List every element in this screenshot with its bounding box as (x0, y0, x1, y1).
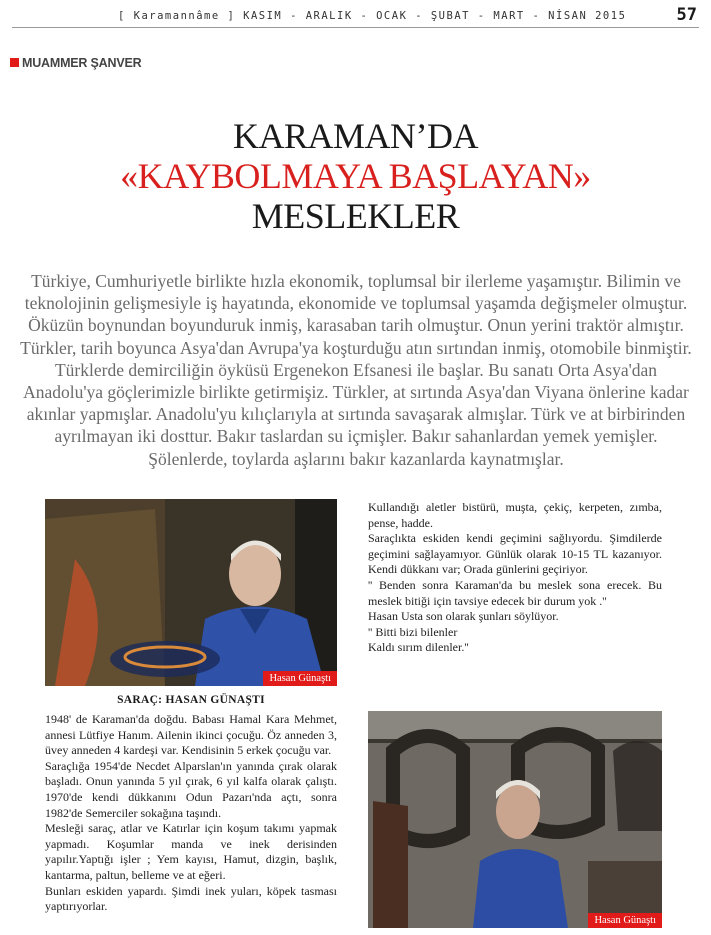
author-byline (10, 56, 141, 70)
title-line-3: MESLEKLER (251, 196, 460, 236)
photo-illustration-1 (45, 499, 337, 686)
left-paragraph-4: Bunları eskiden yapardı. Şimdi inek yuları, köpek tasması yaptırıyorlar. (45, 883, 337, 914)
header-divider (12, 27, 699, 28)
title-line-2: «KAYBOLMAYA BAŞLAYAN» (120, 156, 591, 196)
author-name: MUAMMER ŞANVER (22, 56, 142, 70)
right-paragraph-1: Kullandığı aletler bistürü, muşta, çekiç, kerpeten, zımba, pense, hadde. (368, 500, 662, 530)
photo-caption-2: Hasan Günaştı (588, 913, 662, 928)
left-paragraph-1: 1948' de Karaman'da doğdu. Babası Hamal Kara Mehmet, annesi Lütfiye Hanım. Ailenin ikinci çocuğu. Öz anneden 3, üvey anneden 4 kardeşi var. Kendisinin 5 erkek çocuğu var. (45, 712, 337, 758)
author-marker-square (10, 58, 19, 67)
left-paragraph-3: Mesleği saraç, atlar ve Katırlar için koşum takımı yapmak yapmadı. Koşumlar manda ve inek derisinden yapılır.Yaptığı işler ; Yem kayısı, Hamut, dizgin, başlık, kantarma, paltun, belleme ve at eğeri. (45, 821, 337, 882)
intro-paragraph: Türkiye, Cumhuriyetle birlikte hızla ekonomik, toplumsal bir ilerleme yaşamıştır. Bilimin ve teknolojinin gelişmesiyle iş hayatında, ekonomide ve toplumsal yaşamda değişmeler olmuştur. Öküzün boynundan boyunduruk inmiş, karasaban tarih olmuştur. Onun yerini traktör almıştır. Türkler, tarih boyunca Asya'dan Avrupa'ya koşturduğu atın sırtından inmiş, otomobile binmiştir. Türklerde demirciliğin öyküsü Ergenekon Efsanesi ile başlar. Bu sanatı Orta Asya'dan Anadolu'ya göçlerimizle birlikte getirmişiz. Türkler, at sırtında Asya'dan Viyana önlerine kadar akınlar yapmışlar. Anadolu'yu kılıçlarıyla at sırtında savaşarak almışlar. Türk ve at birbirinden ayrılmayan iki dosttur. Bakır taslardan su içmişler. Bakır sahanlardan yemek yemişler. Şölenlerde, toylarda aşlarını bakır kazanlarda kaynatmışlar. (20, 271, 692, 469)
left-text-column (45, 712, 337, 915)
right-paragraph-3: '' Benden sonra Karaman'da bu meslek sona erecek. Bu meslek bitiği için tavsiye edecek bir durum yok .'' (368, 577, 662, 608)
right-paragraph-2: Saraçlıkta eskiden kendi geçimini sağlıyordu. Şimdilerde geçimini sağlayamıyor. Günlük olarak 10-15 TL kazanıyor. Kendi dükkanı var; Orada günlerini geçiriyor. (368, 531, 662, 577)
right-paragraph-5: '' Bitti bizi bilenler (368, 624, 458, 639)
running-header: [ Karamannâme ] KASIM - ARALIK - OCAK - ŞUBAT - MART - NİSAN 2015 (118, 10, 627, 22)
section-title: SARAÇ: HASAN GÜNAŞTI (117, 694, 265, 706)
photo-hasan-gunasti-workshop (45, 499, 337, 686)
title-line-1: KARAMAN’DA (233, 116, 478, 156)
right-paragraph-6: Kaldı sırım dilenler.'' (368, 640, 469, 655)
page-number: 57 (676, 5, 697, 25)
article-title (0, 116, 711, 236)
photo-hasan-gunasti-portrait (368, 711, 662, 928)
photo-illustration-2 (368, 711, 662, 928)
right-text-column (368, 500, 662, 656)
right-paragraph-4: Hasan Usta son olarak şunları söylüyor. (368, 609, 559, 624)
photo-caption-1: Hasan Günaştı (263, 671, 337, 686)
left-paragraph-2: Saraçlığa 1954'de Necdet Alparslan'ın yanında çırak olarak başladı. Onun yanında 5 yıl çırak, 6 yıl kalfa olarak çalıştı. 1970'de kendi dükkanını Odun Pazarı'nda açtı, sonra 1982'de Semerciler sokağına taşındı. (45, 758, 337, 820)
